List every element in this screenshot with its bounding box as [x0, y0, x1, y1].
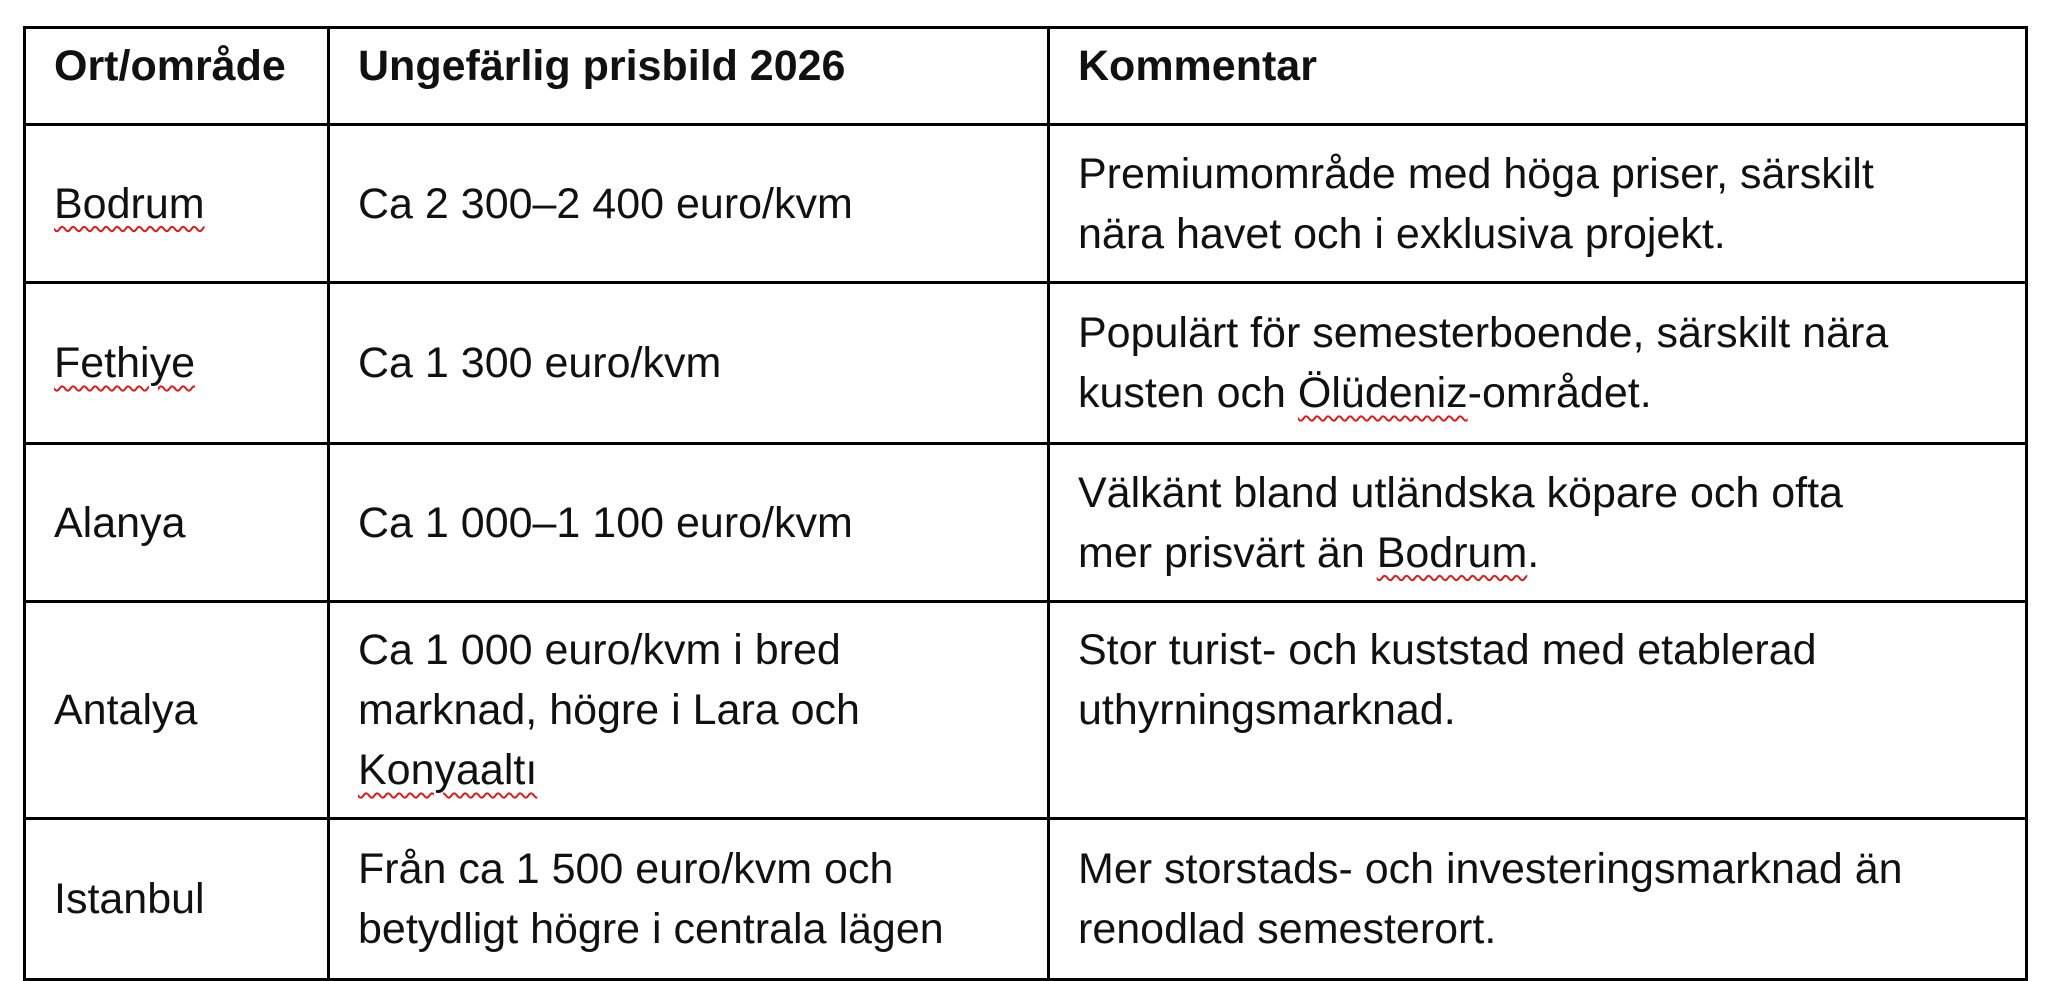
comment-cell — [1049, 125, 2027, 283]
comment-text: kusten och — [1078, 369, 1298, 417]
location-cell — [25, 125, 329, 283]
comment-text: -området. — [1467, 369, 1652, 417]
header-comment: Kommentar — [1049, 28, 2027, 125]
price-line: Ca 1 000 euro/kvm i bred — [358, 626, 841, 674]
comment-cell — [1049, 819, 2027, 980]
comment-line: uthyrningsmarknad. — [1078, 686, 1456, 734]
location-cell: Istanbul — [25, 819, 329, 980]
table-row — [25, 125, 2027, 283]
price-table — [23, 26, 2028, 981]
spellcheck-word: Ölüdeniz — [1297, 369, 1468, 417]
price-cell — [329, 819, 1049, 980]
header-location: Ort/område — [25, 28, 329, 125]
comment-cell — [1049, 444, 2027, 602]
location-cell — [25, 283, 329, 444]
header-price: Ungefärlig prisbild 2026 — [329, 28, 1049, 125]
price-cell: Ca 2 300–2 400 euro/kvm — [329, 125, 1049, 283]
table-row — [25, 819, 2027, 980]
price-line: betydligt högre i centrala lägen — [358, 905, 944, 953]
location-cell: Antalya — [25, 602, 329, 819]
location-name: Fethiye — [54, 339, 196, 387]
comment-line — [1078, 523, 1997, 583]
table-row — [25, 602, 2027, 819]
table-row — [25, 283, 2027, 444]
price-cell — [329, 602, 1049, 819]
comment-text: mer prisvärt än — [1078, 528, 1377, 577]
price-line — [358, 740, 1019, 800]
comment-line: nära havet och i exklusiva projekt. — [1078, 209, 1726, 258]
spacer — [1078, 740, 1997, 800]
comment-line: renodlad semesterort. — [1078, 905, 1497, 953]
comment-line: Välkänt bland utländska köpare och ofta — [1078, 468, 1843, 517]
comment-line: Premiumområde med höga priser, särskilt — [1078, 149, 1874, 198]
table-header-row — [25, 28, 2027, 125]
price-cell: Ca 1 000–1 100 euro/kvm — [329, 444, 1049, 602]
comment-cell — [1049, 283, 2027, 444]
price-line: marknad, högre i Lara och — [358, 686, 860, 734]
location-cell: Alanya — [25, 444, 329, 602]
comment-line: Stor turist- och kuststad med etablerad — [1078, 626, 1817, 674]
comment-cell — [1049, 602, 2027, 819]
price-cell: Ca 1 300 euro/kvm — [329, 283, 1049, 444]
spellcheck-word: Konyaaltı — [358, 746, 538, 794]
price-line: Från ca 1 500 euro/kvm och — [358, 845, 894, 893]
comment-line — [1078, 363, 1997, 423]
spellcheck-word: Bodrum — [1376, 528, 1528, 577]
comment-text: . — [1527, 528, 1540, 577]
table-row — [25, 444, 2027, 602]
location-name: Bodrum — [54, 179, 205, 228]
comment-line: Populärt för semesterboende, särskilt nära — [1078, 309, 1889, 357]
comment-line: Mer storstads- och investeringsmarknad än — [1078, 845, 1903, 893]
